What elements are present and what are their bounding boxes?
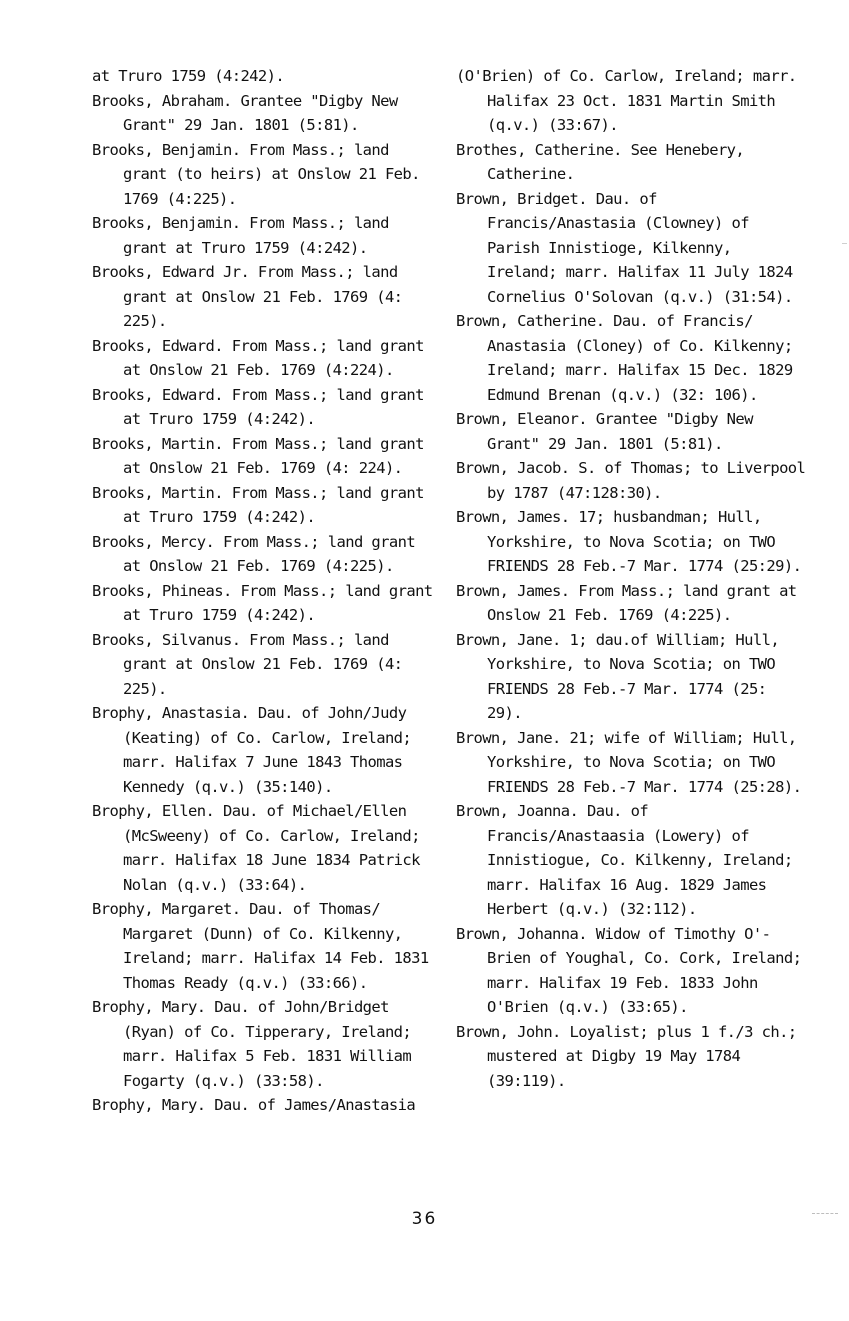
index-entry: Brooks, Martin. From Mass.; land grant at Onslow 21 Feb. 1769 (4: 224).	[92, 434, 424, 477]
index-entry: Brooks, Edward. From Mass.; land grant at Truro 1759 (4:242).	[92, 385, 424, 428]
index-entry: Brophy, Ellen. Dau. of Michael/Ellen (McSweeny) of Co. Carlow, Ireland; marr. Halifax 18 June 1834 Patrick Nolan (q.v.) (33:64).	[92, 802, 420, 894]
index-entry: Brophy, Margaret. Dau. of Thomas/ Margaret (Dunn) of Co. Kilkenny, Ireland; marr. Halifax 14 Feb. 1831 Thomas Ready (q.v.) (33:66).	[92, 900, 429, 992]
index-entry: Brown, Bridget. Dau. of Francis/Anastasia (Clowney) of Parish Innistioge, Kilkenny, Ireland; marr. Halifax 11 July 1824 Cornelius O'Solovan (q.v.) (31:54).	[456, 189, 793, 306]
index-entry: at Truro 1759 (4:242).	[92, 67, 285, 85]
index-entry: Brown, Jacob. S. of Thomas; to Liverpool by 1787 (47:128:30).	[456, 459, 806, 502]
index-entry: Brown, Catherine. Dau. of Francis/ Anastasia (Cloney) of Co. Kilkenny; Ireland; marr. Halifax 15 Dec. 1829 Edmund Brenan (q.v.) (32: 106).	[456, 312, 793, 404]
index-entry: Brothes, Catherine. See Henebery, Catherine.	[456, 140, 745, 183]
index-entry: Brophy, Mary. Dau. of John/Bridget (Ryan) of Co. Tipperary, Ireland; marr. Halifax 5 Feb. 1831 William Fogarty (q.v.) (33:58).	[92, 998, 412, 1090]
left-column	[92, 64, 438, 1118]
index-entry: (O'Brien) of Co. Carlow, Ireland; marr. Halifax 23 Oct. 1831 Martin Smith (q.v.) (33:67).	[456, 67, 797, 134]
index-entry: Brooks, Martin. From Mass.; land grant at Truro 1759 (4:242).	[92, 483, 424, 526]
index-entry: Brown, Joanna. Dau. of Francis/Anastaasia (Lowery) of Innistiogue, Co. Kilkenny, Ireland; marr. Halifax 16 Aug. 1829 James Herbert (q.v.) (32:112).	[456, 802, 793, 918]
index-entry: Brown, Jane. 21; wife of William; Hull, Yorkshire, to Nova Scotia; on TWO FRIENDS 28 Feb.-7 Mar. 1774 (25:28).	[456, 728, 802, 796]
index-entry: Brown, Johanna. Widow of Timothy O'-Brien of Youghal, Co. Cork, Ireland; marr. Halifax 19 Feb. 1833 John O'Brien (q.v.) (33:65).	[456, 924, 802, 1016]
index-entry: Brooks, Silvanus. From Mass.; land grant at Onslow 21 Feb. 1769 (4: 225).	[92, 630, 403, 698]
index-entry: Brooks, Mercy. From Mass.; land grant at Onslow 21 Feb. 1769 (4:225).	[92, 532, 416, 575]
index-entry: Brown, John. Loyalist; plus 1 f./3 ch.; mustered at Digby 19 May 1784 (39:119).	[456, 1022, 797, 1090]
index-entry: Brown, Eleanor. Grantee "Digby New Grant" 29 Jan. 1801 (5:81).	[456, 410, 753, 453]
index-entry: Brooks, Abraham. Grantee "Digby New Grant" 29 Jan. 1801 (5:81).	[92, 91, 398, 134]
page-number: 36	[411, 1209, 438, 1229]
index-entry: Brooks, Benjamin. From Mass.; land grant (to heirs) at Onslow 21 Feb. 1769 (4:225).	[92, 140, 420, 208]
index-entry: Brown, James. 17; husbandman; Hull, Yorkshire, to Nova Scotia; on TWO FRIENDS 28 Feb.-7 Mar. 1774 (25:29).	[456, 508, 802, 575]
index-entry: Brown, James. From Mass.; land grant at Onslow 21 Feb. 1769 (4:225).	[456, 581, 797, 624]
index-entry: Brown, Jane. 1; dau.of William; Hull, Yorkshire, to Nova Scotia; on TWO FRIENDS 28 Feb.-7 Mar. 1774 (25: 29).	[456, 630, 780, 722]
index-entry: Brophy, Anastasia. Dau. of John/Judy (Keating) of Co. Carlow, Ireland; marr. Halifax 7 June 1843 Thomas Kennedy (q.v.) (35:140).	[92, 704, 412, 796]
index-entry: Brophy, Mary. Dau. of James/Anastasia	[92, 1096, 416, 1114]
index-entry: Brooks, Edward Jr. From Mass.; land grant at Onslow 21 Feb. 1769 (4: 225).	[92, 263, 403, 330]
index-entry: Brooks, Phineas. From Mass.; land grant at Truro 1759 (4:242).	[92, 581, 433, 624]
index-entry: Brooks, Edward. From Mass.; land grant at Onslow 21 Feb. 1769 (4:224).	[92, 336, 424, 379]
scan-artifact	[842, 243, 847, 244]
scan-artifact	[812, 1213, 838, 1214]
index-entry: Brooks, Benjamin. From Mass.; land grant at Truro 1759 (4:242).	[92, 214, 389, 257]
right-column	[456, 64, 806, 1093]
